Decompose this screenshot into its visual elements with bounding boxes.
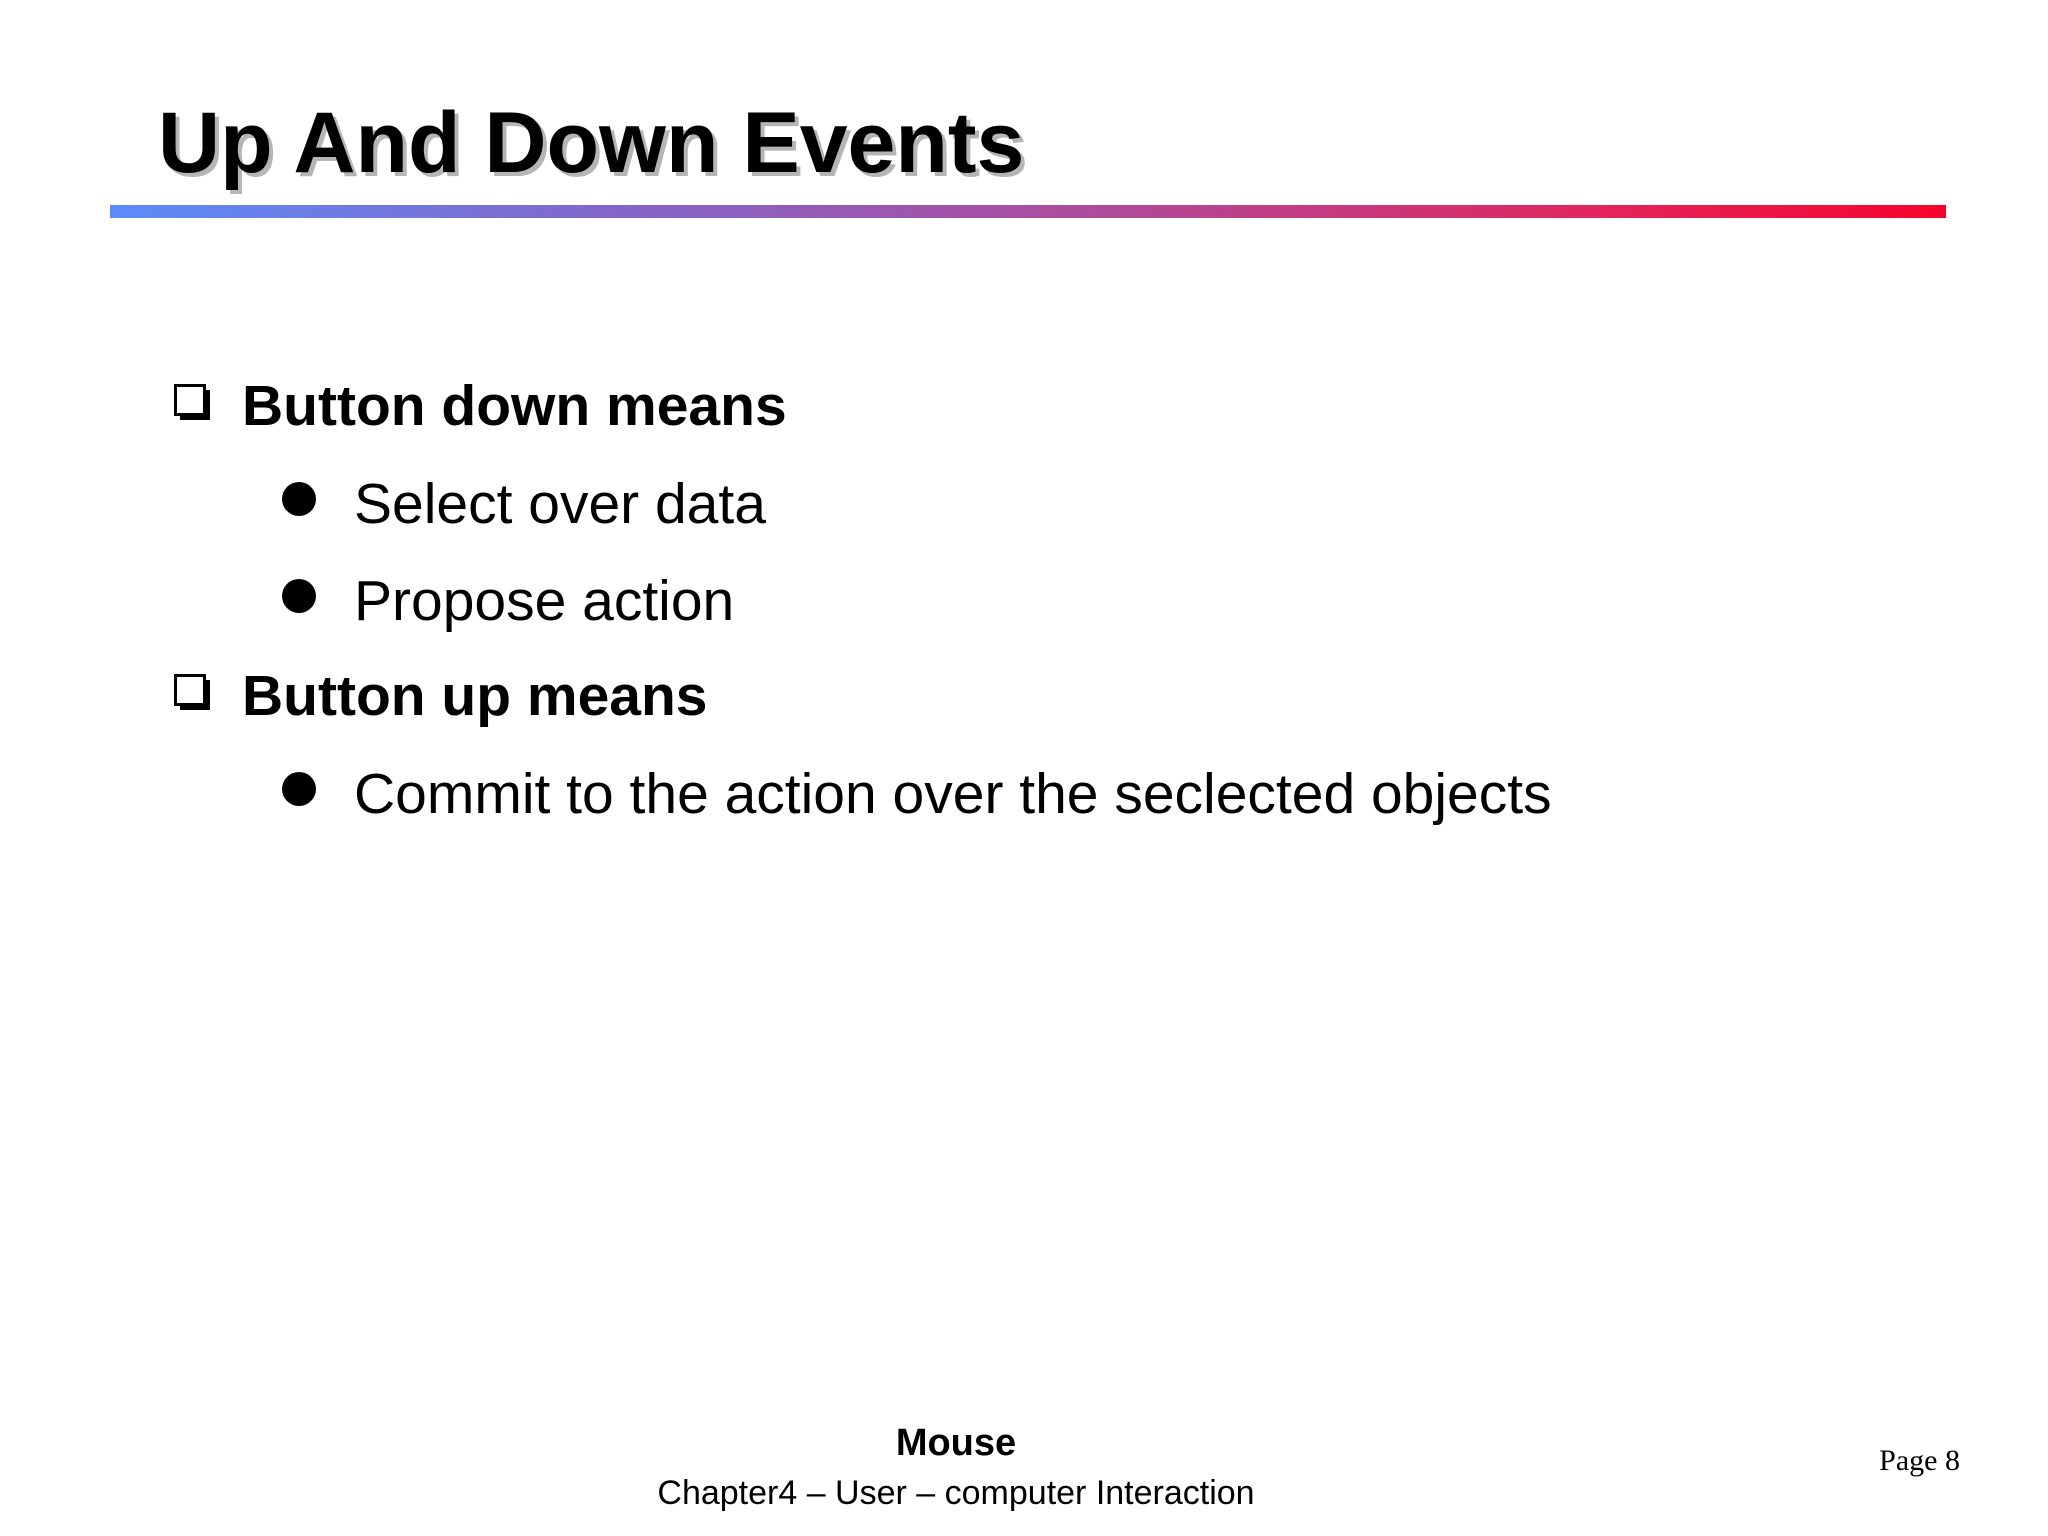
checkbox-square-icon [172,672,216,716]
footer-subtitle: Chapter4 – User – computer Interaction [657,1474,1255,1512]
bullet-item [172,374,787,448]
bullet-dot-icon [282,772,316,806]
bullet-dot-icon [282,579,316,613]
bullet-text: Button up means [242,664,708,728]
checkbox-square-icon [172,382,216,426]
bullet-item [172,664,708,738]
sub-bullet-text: Select over data [354,472,766,536]
sub-bullet-text: Commit to the action over the seclected objects [354,762,1552,826]
bullet-dot-icon [282,482,316,516]
footer-title: Mouse [895,1422,1017,1464]
slide-title: Up And Down Events [158,95,1025,191]
page-number: Page 8 [1879,1444,1960,1477]
sub-bullet-text: Propose action [354,569,735,633]
bullet-text: Button down means [242,374,787,438]
